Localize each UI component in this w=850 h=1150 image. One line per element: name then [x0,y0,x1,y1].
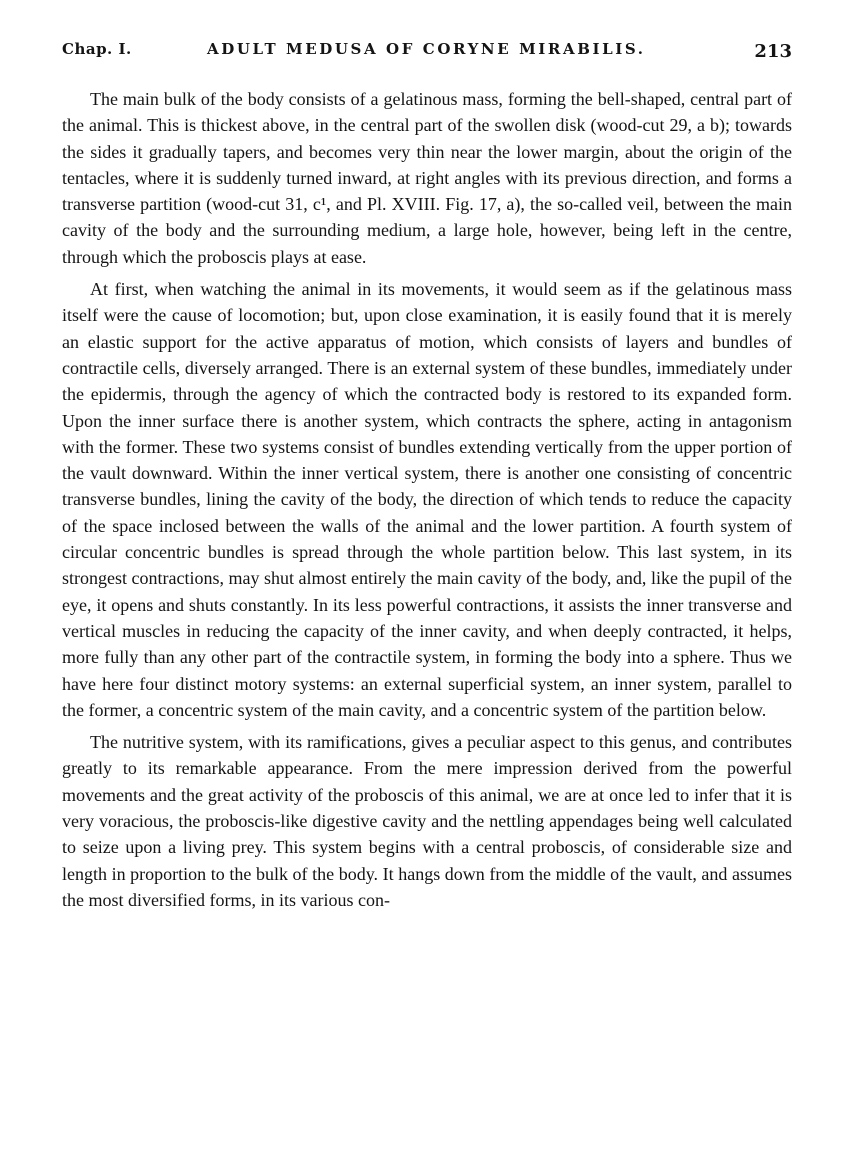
paragraph-nutritive-system: The nutritive system, with its ramifications, gives a peculiar aspect to this genus, and contributes greatly to its remarkable appearance. From the mere impression derived from the powerful movements and the great activity of the proboscis of this animal, we are at once led to infer that it is very voracious, the proboscis-like digestive cavity and the nettling appendages being well calculated to seize upon a living prey. This system begins with a central proboscis, of considerable size and length in proportion to the bulk of the body. It hangs down from the middle of the vault, and assumes the most diversified forms, in its various con- [62,732,792,910]
paragraph-motory-systems: At first, when watching the animal in its movements, it would seem as if the gelatinous mass itself were the cause of locomotion; but, upon close examination, it is easily found that it is merely an elastic support for the active apparatus of motion, which consists of layers and bundles of contractile cells, diversely arranged. There is an external system of these bundles, immediately under the epidermis, through the agency of which the contracted body is restored to its expanded form. Upon the inner surface there is another system, which contracts the sphere, acting in antagonism with the former. These two systems consist of bundles extending vertically from the upper portion of the vault downward. Within the inner vertical system, there is another one consisting of concentric transverse bundles, lining the cavity of the body, the direction of which tends to reduce the capacity of the space inclosed between the walls of the animal and the lower partition. A fourth system of circular concentric bundles is spread through the whole partition below. This last system, in its strongest contractions, may shut almost entirely the main cavity of the body, and, like the pupil of the eye, it opens and shuts constantly. In its less powerful contractions, it assists the inner transverse and vertical muscles in reducing the capacity of the inner cavity, and when deeply contracted, it helps, more fully than any other part of the contractile system, in forming the body into a sphere. Thus we have here four distinct motory systems: an external superficial system, an inner system, parallel to the former, a concentric system of the main cavity, and a concentric system of the partition below. [62,279,792,720]
body-text [62,86,792,913]
running-head [62,40,792,70]
paragraph-veil: The main bulk of the body consists of a gelatinous mass, forming the bell-shaped, central part of the animal. This is thickest above, in the central part of the swollen disk (wood-cut 29, a b); towards the sides it gradually tapers, and becomes very thin near the lower margin, about the origin of the tentacles, where it is suddenly turned inward, at right angles with its previous direction, and forms a transverse partition (wood-cut 31, c¹, and Pl. XVIII. Fig. 17, a), the so-called veil, between the main cavity of the body and the surrounding medium, a large hole, however, being left in the centre, through which the proboscis plays at ease. [62,89,792,267]
page-number: 213 [754,41,792,62]
chapter-label: Chap. I. [62,40,132,58]
running-title: ADULT MEDUSA OF CORYNE MIRABILIS. [207,40,646,58]
